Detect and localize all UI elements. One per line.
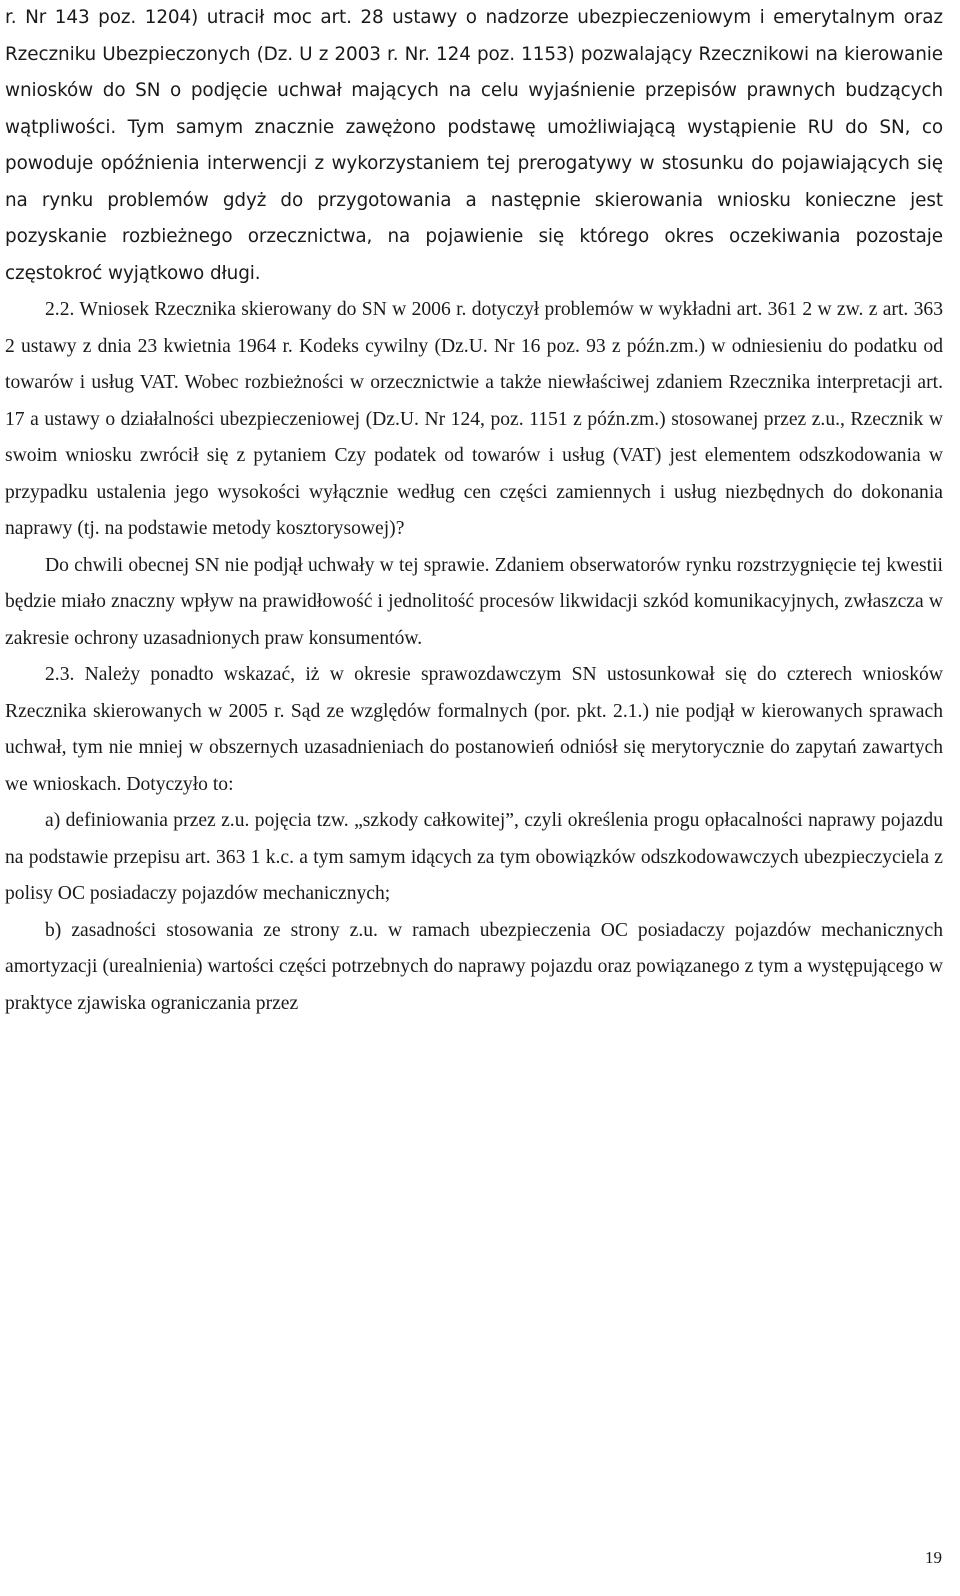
list-item-b: b) zasadności stosowania ze strony z.u. w ramach ubezpieczenia OC posiadaczy pojazdów mechanicznych amortyzacji (urealnienia) wartości części potrzebnych do naprawy pojazdu oraz powiązanego z tym a występującego w praktyce zjawiska ograniczania przez (5, 919, 943, 1014)
page-number: 19 (925, 1548, 942, 1567)
paragraph-continuation: r. Nr 143 poz. 1204) utracił moc art. 28 ustawy o nadzorze ubezpieczeniowym i emerytalnym oraz Rzeczniku Ubezpieczonych (Dz. U z 2003 r. Nr. 124 poz. 1153) pozwalający Rzecznikowi na kierowanie wniosków do SN o podjęcie uchwał mających na celu wyjaśnienie przepisów prawnych budzących wątpliwości. Tym samym znacznie zawężono podstawę umożliwiającą wystąpienie RU do SN, co powoduje opóźnienia interwencji z wykorzystaniem tej prerogatywy w stosunku do pojawiających się na rynku problemów gdyż do przygotowania a następnie skierowania wniosku konieczne jest pozyskanie rozbieżnego orzecznictwa, na pojawienie się którego okres oczekiwania pozostaje częstokroć wyjątkowo długi. (5, 7, 943, 284)
list-item-a: a) definiowania przez z.u. pojęcia tzw. „szkody całkowitej”, czyli określenia progu opłacalności naprawy pojazdu na podstawie przepisu art. 363 1 k.c. a tym samym idących za tym obowiązków odszkodowawczych ubezpieczyciela z polisy OC posiadaczy pojazdów mechanicznych; (5, 810, 943, 904)
document-body (5, 0, 943, 1022)
paragraph-2-3: 2.3. Należy ponadto wskazać, iż w okresie sprawozdawczym SN ustosunkował się do czterech wniosków Rzecznika skierowanych w 2005 r. Sąd ze względów formalnych (por. pkt. 2.1.) nie podjął w kierowanych sprawach uchwał, tym nie mniej w obszernych uzasadnieniach do postanowień odniósł się merytorycznie do zapytań zawartych we wnioskach. Dotyczyło to: (5, 664, 943, 795)
paragraph-2-2: 2.2. Wniosek Rzecznika skierowany do SN w 2006 r. dotyczył problemów w wykładni art. 361 2 w zw. z art. 363 2 ustawy z dnia 23 kwietnia 1964 r. Kodeks cywilny (Dz.U. Nr 16 poz. 93 z późn.zm.) w odniesieniu do podatku od towarów i usług VAT. Wobec rozbieżności w orzecznictwie a także niewłaściwej zdaniem Rzecznika interpretacji art. 17 a ustawy o działalności ubezpieczeniowej (Dz.U. Nr 124, poz. 1151 z późn.zm.) stosowanej przez z.u., Rzecznik w swoim wniosku zwrócił się z pytaniem Czy podatek od towarów i usług (VAT) jest elementem odszkodowania w przypadku ustalenia jego wysokości wyłącznie według cen części zamiennych i usług niezbędnych do dokonania naprawy (tj. na podstawie metody kosztorysowej)? (5, 299, 943, 539)
paragraph-sn-no-resolution: Do chwili obecnej SN nie podjął uchwały w tej sprawie. Zdaniem obserwatorów rynku rozstrzygnięcie tej kwestii będzie miało znaczny wpływ na prawidłowość i jednolitość procesów likwidacji szkód komunikacyjnych, zwłaszcza w zakresie ochrony uzasadnionych praw konsumentów. (5, 554, 943, 649)
